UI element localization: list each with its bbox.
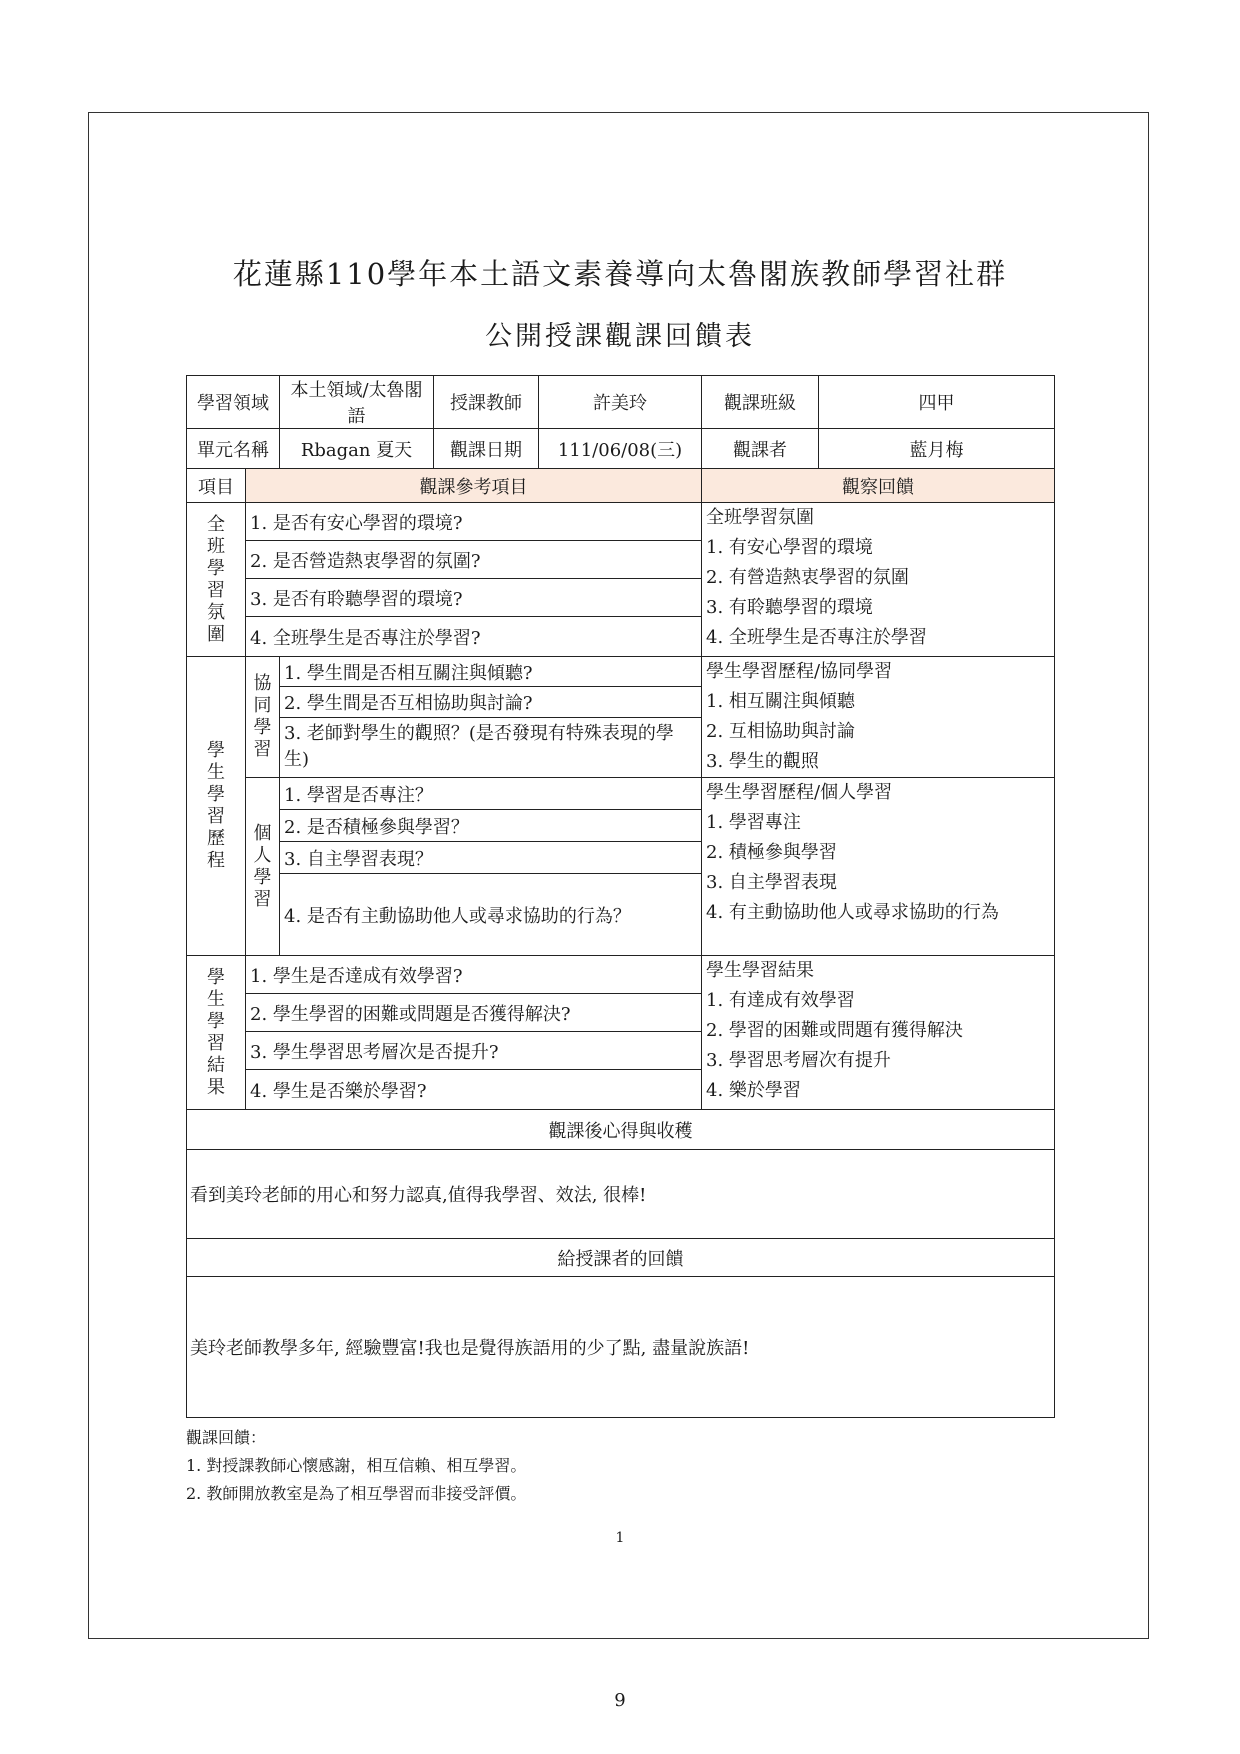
- section3-item-4: 4. 學生是否樂於學習?: [246, 1070, 702, 1110]
- inner-page-number: 1: [615, 1530, 625, 1546]
- class-value: 四甲: [819, 376, 1055, 429]
- column-header-row: [187, 469, 1055, 503]
- section2-sub2-item-2: 2. 是否積極參與學習？: [280, 810, 702, 842]
- info-row-2: [187, 429, 1055, 469]
- section2-sub2-feedback: 學生學習歷程/個人學習 1. 學習專注 2. 積極參與學習 3. 自主學習表現 4. 有主動協助他人或尋求協助的行為: [702, 778, 1055, 956]
- document-title: 花蓮縣110學年本土語文素養導向太魯閣族教師學習社群: [232, 257, 1008, 291]
- observer-value: 藍月梅: [819, 429, 1055, 469]
- teacher-feedback-header-row: [187, 1239, 1055, 1277]
- section2-row-4: [187, 778, 1055, 810]
- section1-item-4: 4. 全班學生是否專注於學習?: [246, 617, 702, 657]
- section1-feedback: 全班學習氛圍 1. 有安心學習的環境 2. 有營造熱衷學習的氛圍 3. 有聆聽學習的環境 4. 全班學生是否專注於學習: [702, 503, 1055, 657]
- section2-row-1: [187, 657, 1055, 687]
- unit-label: 單元名稱: [187, 429, 280, 469]
- reflection-header: 觀課後心得與收穫: [187, 1110, 1055, 1150]
- teacher-value: 許美玲: [539, 376, 702, 429]
- domain-value: 本土領域/太魯閣語: [280, 376, 434, 429]
- date-value: 111/06/08(三): [539, 429, 702, 469]
- section2-sub1-item-3: 3. 老師對學生的觀照？(是否發現有特殊表現的學生): [280, 717, 702, 778]
- teacher-feedback-header: 給授課者的回饋: [187, 1239, 1055, 1277]
- section1-item-2: 2. 是否營造熱衷學習的氛圍?: [246, 541, 702, 579]
- section2-sub1-feedback: 學生學習歷程/協同學習 1. 相互關注與傾聽 2. 互相協助與討論 3. 學生的觀照: [702, 657, 1055, 778]
- reflection-body-row: [187, 1150, 1055, 1239]
- feedback-form-table: [186, 375, 1055, 1418]
- outer-page-number: 9: [614, 1690, 626, 1711]
- unit-value: Rbagan 夏天: [280, 429, 434, 469]
- section1-row-1: [187, 503, 1055, 541]
- teacher-feedback-text: 美玲老師教學多年, 經驗豐富!我也是覺得族語用的少了點, 盡量說族語!: [187, 1277, 1055, 1418]
- document-subtitle: 公開授課觀課回饋表: [485, 321, 755, 352]
- section3-item-3: 3. 學生學習思考層次是否提升?: [246, 1032, 702, 1070]
- section3-feedback: 學生學習結果 1. 有達成有效學習 2. 學習的困難或問題有獲得解決 3. 學習思考層次有提升 4. 樂於學習: [702, 956, 1055, 1110]
- class-label: 觀課班級: [702, 376, 819, 429]
- info-row-1: [187, 376, 1055, 429]
- teacher-label: 授課教師: [434, 376, 539, 429]
- reference-header: 觀課參考項目: [246, 469, 702, 503]
- feedback-header: 觀察回饋: [702, 469, 1055, 503]
- section1-label: 全 班 學 習 氛 圍: [187, 503, 246, 657]
- teacher-feedback-body-row: [187, 1277, 1055, 1418]
- observer-label: 觀課者: [702, 429, 819, 469]
- section2-sub2-item-4: 4. 是否有主動協助他人或尋求協助的行為？: [280, 874, 702, 956]
- section2-sub2-item-1: 1. 學習是否專注？: [280, 778, 702, 810]
- section2-sub1-label: 協 同 學 習: [246, 657, 280, 778]
- notes-line-2: 2. 教師開放教室是為了相互學習而非接受評價。: [186, 1484, 527, 1503]
- section2-sub2-label: 個 人 學 習: [246, 778, 280, 956]
- reflection-header-row: [187, 1110, 1055, 1150]
- section2-sub2-item-3: 3. 自主學習表現？: [280, 842, 702, 874]
- section1-item-3: 3. 是否有聆聽學習的環境?: [246, 579, 702, 617]
- date-label: 觀課日期: [434, 429, 539, 469]
- section2-label: 學 生 學 習 歷 程: [187, 657, 246, 956]
- section2-sub1-item-1: 1. 學生間是否相互關注與傾聽?: [280, 657, 702, 687]
- notes-title: 觀課回饋：: [186, 1428, 267, 1447]
- item-header: 項目: [187, 469, 246, 503]
- section3-row-1: [187, 956, 1055, 994]
- section2-sub1-item-2: 2. 學生間是否互相協助與討論?: [280, 687, 702, 717]
- observation-notes: [186, 1424, 526, 1508]
- section3-item-1: 1. 學生是否達成有效學習?: [246, 956, 702, 994]
- notes-line-1: 1. 對授課教師心懷感謝，相互信賴、相互學習。: [186, 1456, 527, 1475]
- section1-item-1: 1. 是否有安心學習的環境?: [246, 503, 702, 541]
- reflection-text: 看到美玲老師的用心和努力認真,值得我學習、效法, 很棒!: [187, 1150, 1055, 1239]
- section3-label: 學 生 學 習 結 果: [187, 956, 246, 1110]
- domain-label: 學習領域: [187, 376, 280, 429]
- section3-item-2: 2. 學生學習的困難或問題是否獲得解決?: [246, 994, 702, 1032]
